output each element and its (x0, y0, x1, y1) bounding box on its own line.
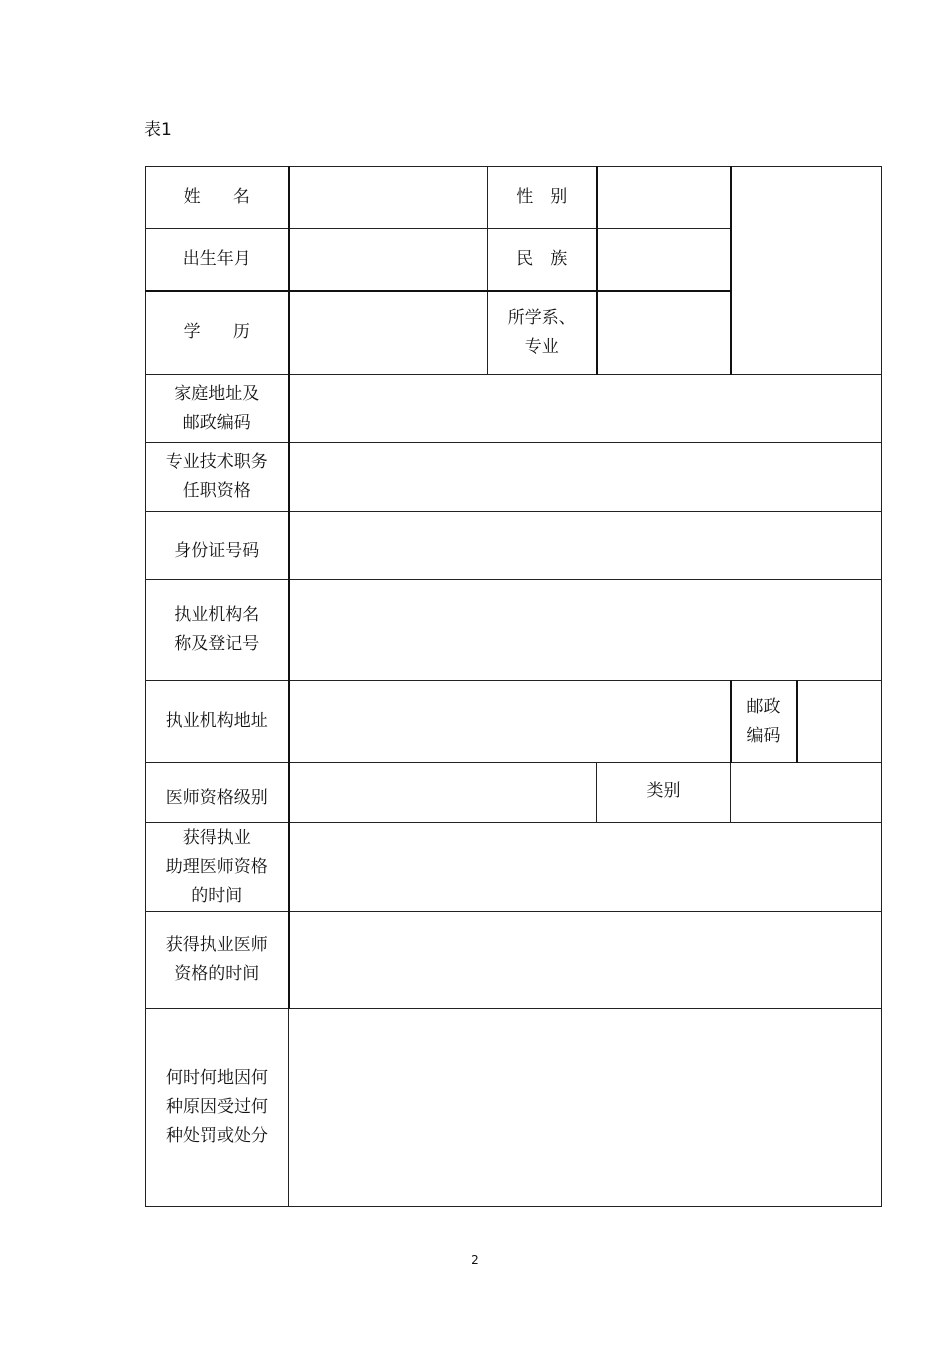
field-birth[interactable] (289, 229, 488, 291)
doctor-registration-form (145, 166, 881, 1207)
row-home-address (146, 375, 882, 443)
field-professional-title[interactable] (289, 443, 882, 512)
row-institution-address (146, 681, 882, 763)
field-institution[interactable] (289, 580, 882, 681)
row-penalty-record (146, 1009, 882, 1207)
row-professional-title (146, 443, 882, 512)
label-education: 学 历 (146, 291, 289, 375)
label-gender: 性 别 (488, 167, 597, 229)
label-category: 类别 (597, 763, 731, 823)
table-caption: 表1 (144, 120, 172, 140)
field-assistant-qualification-time[interactable] (289, 823, 882, 912)
field-institution-address[interactable] (289, 681, 731, 763)
row-id-number (146, 512, 882, 580)
form-table (145, 166, 882, 1207)
row-assistant-qualification-time (146, 823, 882, 912)
label-name: 姓 名 (146, 167, 289, 229)
label-qualification-level: 医师资格级别 (146, 763, 289, 823)
row-name (146, 167, 882, 229)
label-home-address: 家庭地址及 邮政编码 (146, 375, 289, 443)
field-department[interactable] (597, 291, 731, 375)
field-doctor-qualification-time[interactable] (289, 912, 882, 1009)
label-department: 所学系、 专业 (488, 291, 597, 375)
field-ethnic[interactable] (597, 229, 731, 291)
label-institution: 执业机构名 称及登记号 (146, 580, 289, 681)
label-assistant-qualification-time: 获得执业 助理医师资格 的时间 (146, 823, 289, 912)
label-id-number: 身份证号码 (146, 512, 289, 580)
field-qualification-level[interactable] (289, 763, 597, 823)
label-doctor-qualification-time: 获得执业医师 资格的时间 (146, 912, 289, 1009)
row-institution (146, 580, 882, 681)
field-penalty-record[interactable] (289, 1009, 882, 1207)
label-postcode: 邮政 编码 (731, 681, 797, 763)
photo-box (731, 167, 882, 375)
row-doctor-qualification-time (146, 912, 882, 1009)
field-id-number[interactable] (289, 512, 882, 580)
field-education[interactable] (289, 291, 488, 375)
label-professional-title: 专业技术职务 任职资格 (146, 443, 289, 512)
label-penalty-record: 何时何地因何 种原因受过何 种处罚或处分 (146, 1009, 289, 1207)
label-institution-address: 执业机构地址 (146, 681, 289, 763)
field-name[interactable] (289, 167, 488, 229)
field-postcode[interactable] (797, 681, 882, 763)
row-qualification-level (146, 763, 882, 823)
field-category[interactable] (731, 763, 882, 823)
field-home-address[interactable] (289, 375, 882, 443)
label-birth: 出生年月 (146, 229, 289, 291)
page-number: 2 (471, 1253, 479, 1267)
field-gender[interactable] (597, 167, 731, 229)
label-ethnic: 民 族 (488, 229, 597, 291)
